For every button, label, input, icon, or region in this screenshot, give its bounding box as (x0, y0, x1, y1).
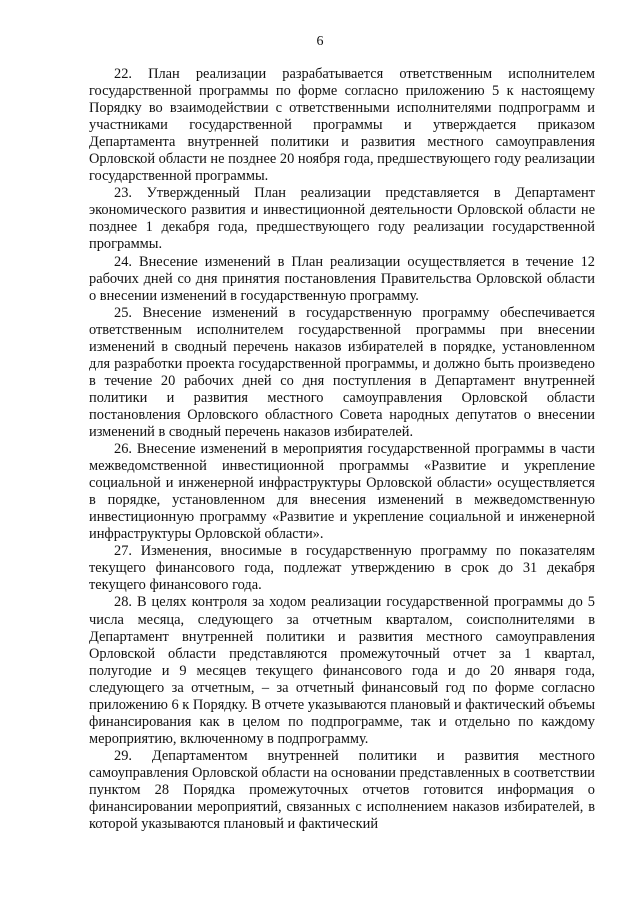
paragraph-28: 28. В целях контроля за ходом реализации государственной программы до 5 числа месяца, следующего за отчетным кварталом, соисполнителями в Департамент внутренней политики и развития местного самоуправления Орловской области представляются промежуточный отчет за 1 квартал, полугодие и 9 месяцев текущего финансового года и до 20 января года, следующего за отчетным, – за отчетный финансовый год по форме согласно приложению 6 к Порядку. В отчете указываются плановый и фактический объемы финансирования как в целом по подпрограмме, так и отдельно по каждому мероприятию, включенному в подпрограмму. (89, 594, 595, 747)
paragraph-26: 26. Внесение изменений в мероприятия государственной программы в части межведомственной инвестиционной программы «Развитие и укрепление социальной и инженерной инфраструктуры Орловской области» осуществляется в порядке, установленном для внесения изменений в межведомственную инвестиционную программу «Развитие и укрепление социальной и инженерной инфраструктуры Орловской области». (89, 441, 595, 543)
page-number: 6 (316, 34, 324, 49)
paragraph-23: 23. Утвержденный План реализации представляется в Департамент экономического развития и инвестиционной деятельности Орловской области не позднее 1 декабря года, предшествующего году реализации государственной программы. (89, 185, 595, 253)
paragraph-27: 27. Изменения, вносимые в государственную программу по показателям текущего финансового года, подлежат утверждению в срок до 31 декабря текущего финансового года. (89, 543, 595, 594)
paragraph-25: 25. Внесение изменений в государственную программу обеспечивается ответственным исполнителем государственной программы при внесении изменений в сводный перечень наказов избирателей в порядке, установленном для разработки проекта государственной программы, и должно быть произведено в течение 20 рабочих дней со дня поступления в Департамент внутренней политики и развития местного самоуправления Орловской области постановления Орловского областного Совета народных депутатов о внесении изменений в сводный перечень наказов избирателей. (89, 304, 595, 440)
paragraph-29: 29. Департаментом внутренней политики и развития местного самоуправления Орловской области на основании представленных в соответствии пунктом 28 Порядка промежуточных отчетов готовится информация о финансировании мероприятий, связанных с исполнением наказов избирателей, в которой указываются плановый и фактический (89, 747, 595, 833)
paragraph-22: 22. План реализации разрабатывается ответственным исполнителем государственной программы по форме согласно приложению 5 к настоящему Порядку во взаимодействии с ответственными исполнителями подпрограмм и участниками государственной программы и утверждается приказом Департамента внутренней политики и развития местного самоуправления Орловской области не позднее 20 ноября года, предшествующего году реализации государственной программы. (89, 66, 595, 185)
paragraph-24: 24. Внесение изменений в План реализации осуществляется в течение 12 рабочих дней со дня принятия постановления Правительства Орловской области о внесении изменений в государственную программу. (89, 253, 595, 304)
document-body (89, 66, 595, 833)
